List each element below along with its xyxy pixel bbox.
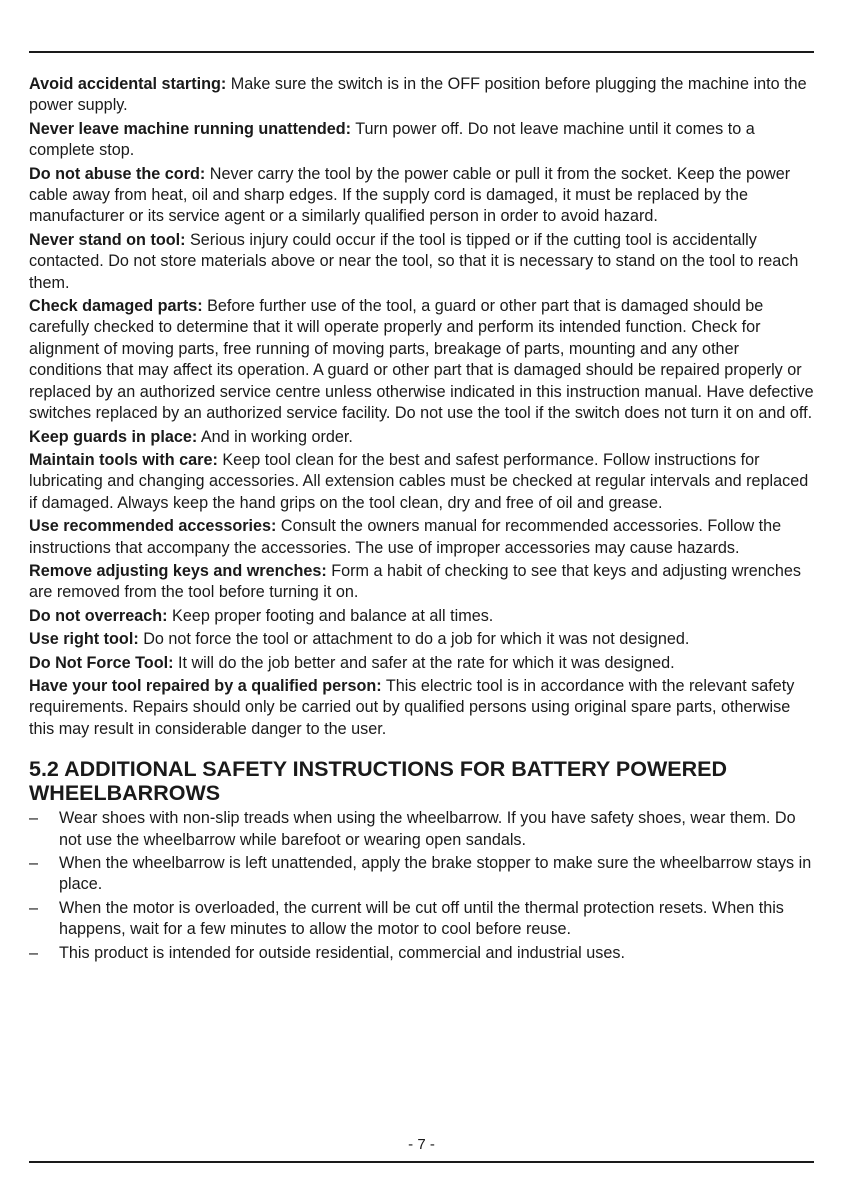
dash-marker: – — [29, 943, 39, 962]
top-rule — [29, 51, 814, 53]
safety-paragraph-keys: Remove adjusting keys and wrenches: Form a habit of checking to see that keys and adjusting wrenches are removed from the tool before turning it on. — [29, 561, 801, 602]
safety-paragraph-stand: Never stand on tool: Serious injury could occur if the tool is tipped or if the cutting tool is accidentally contacted. Do not store materials above or near the tool, so that it is necessary to stand on the tool to reach them. — [29, 230, 799, 292]
dash-marker: – — [29, 809, 39, 828]
safety-paragraph-guards: Keep guards in place: And in working order. — [29, 427, 353, 446]
page-content — [29, 74, 815, 966]
page-number: - 7 - — [408, 1136, 435, 1153]
safety-paragraph-avoid-starting: Avoid accidental starting: Make sure the switch is in the OFF position before plugging the machine into the power supply. — [29, 75, 807, 115]
list-item: – This product is intended for outside residential, commercial and industrial uses. — [29, 943, 815, 964]
safety-paragraph-unattended: Never leave machine running unattended: Turn power off. Do not leave machine until it comes to a complete stop. — [29, 119, 755, 160]
list-item: – When the wheelbarrow is left unattended, apply the brake stopper to make sure the wheelbarrow stays in place. — [29, 854, 812, 894]
dash-marker: – — [29, 898, 39, 917]
bullet-list — [29, 808, 815, 964]
bottom-rule — [29, 1161, 814, 1163]
safety-paragraph-accessories: Use recommended accessories: Consult the owners manual for recommended accessories. Follow the instructions that accompany the accessories. The use of improper accessories may cause hazards. — [29, 517, 782, 557]
safety-paragraph-repair: Have your tool repaired by a qualified person: This electric tool is in accordance with the relevant safety requirements. Repairs should only be carried out by qualified persons using original spare parts, otherwise this may result in considerable danger to the user. — [29, 676, 795, 738]
dash-marker: – — [29, 854, 39, 872]
safety-paragraph-right-tool: Use right tool: Do not force the tool or attachment to do a job for which it was not designed. — [29, 630, 690, 649]
safety-paragraph-cord: Do not abuse the cord: Never carry the tool by the power cable or pull it from the socket. Keep the power cable away from heat, oil and sharp edges. If the supply cord is damaged, it must be replaced by the manufacturer or its service agent or a similarly qualified person in order to avoid hazard. — [29, 164, 791, 226]
safety-paragraph-overreach: Do not overreach: Keep proper footing and balance at all times. — [29, 606, 494, 625]
safety-paragraph-force: Do Not Force Tool: It will do the job better and safer at the rate for which it was designed. — [29, 653, 675, 672]
section-heading: 5.2 ADDITIONAL SAFETY INSTRUCTIONS FOR BATTERY POWERED WHEELBARROWS — [29, 757, 728, 806]
list-item: – Wear shoes with non-slip treads when using the wheelbarrow. If you have safety shoes, wear them. Do not use the wheelbarrow while barefoot or wearing open sandals. — [29, 809, 796, 849]
safety-paragraph-damaged-parts: Check damaged parts: Before further use of the tool, a guard or other part that is damaged should be carefully checked to determine that it will operate properly and perform its intended function. Check for alignment of moving parts, free running of moving parts, breakage of parts, mounting and any other conditions that may affect its operation. A guard or other part that is damaged should be repaired properly or replaced by an authorized service centre unless otherwise indicated in this instruction manual. Have defective switches replaced by an authorized service facility. Do not use the tool if the switch does not turn it on and off. — [29, 297, 814, 423]
list-item: – When the motor is overloaded, the current will be cut off until the thermal protection resets. When this happens, wait for a few minutes to allow the motor to cool before reuse. — [29, 898, 784, 939]
safety-paragraph-maintain: Maintain tools with care: Keep tool clean for the best and safest performance. Follow instructions for lubricating and changing accessories. All extension cables must be checked at regular intervals and replaced if damaged. Always keep the hand grips on the tool clean, dry and free of oil and grease. — [29, 450, 809, 512]
